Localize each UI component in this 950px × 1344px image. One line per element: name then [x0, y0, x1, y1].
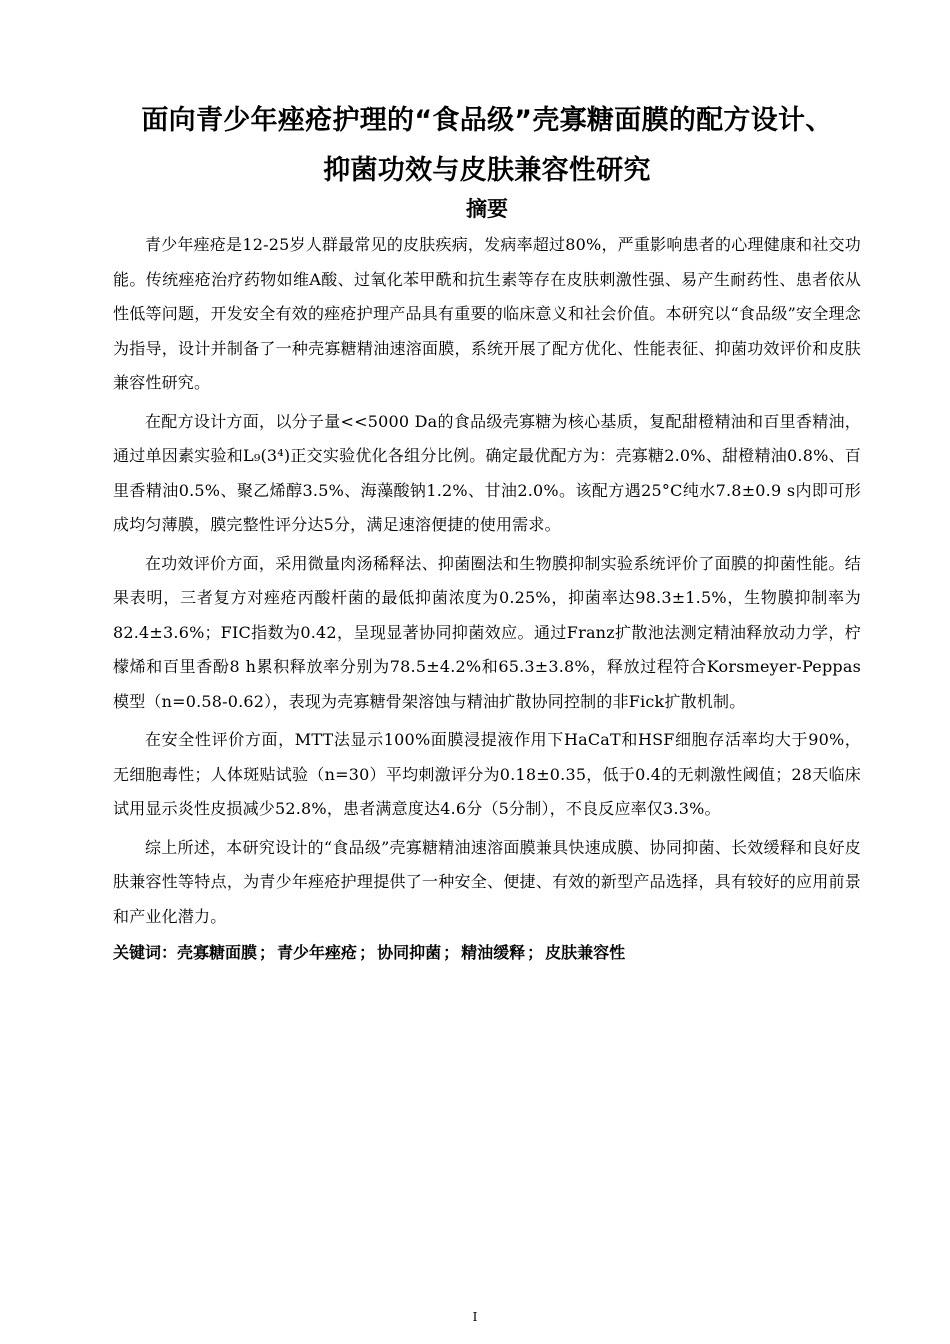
keyword: 协同抑菌	[377, 943, 442, 962]
title-line-2: 抑菌功效与皮肤兼容性研究	[323, 155, 651, 186]
keyword: 皮肤兼容性	[545, 943, 626, 962]
keyword: 青少年痤疮	[277, 943, 358, 962]
keywords-line: 关键词：壳寡糖面膜 ； 青少年痤疮 ； 协同抑菌 ； 精油缓释 ； 皮肤兼容性	[113, 943, 626, 962]
document-page	[113, 96, 861, 968]
abstract-heading: 摘要	[466, 197, 508, 221]
abstract-paragraph-1: 青少年痤疮是12-25岁人群最常见的皮肤疾病，发病率超过80%，严重影响患者的心理健康和社交功能。传统痤疮治疗药物如维A酸、过氧化苯甲酰和抗生素等存在皮肤刺激性强、易产生耐药性、患者依从性低等问题，开发安全有效的痤疮护理产品具有重要的临床意义和社会价值。本研究以“食品级”安全理念为指导，设计并制备了一种壳寡糖精油速溶面膜，系统开展了配方优化、性能表征、抑菌功效评价和皮肤兼容性研究。	[113, 235, 861, 392]
title-line-1: 面向青少年痤疮护理的“食品级”壳寡糖面膜的配方设计、	[141, 105, 833, 136]
keyword: 精油缓释	[461, 943, 526, 962]
page-number: I	[472, 1310, 478, 1324]
abstract-paragraph-4: 在安全性评价方面，MTT法显示100%面膜浸提液作用下HaCaT和HSF细胞存活率均大于90%，无细胞毒性；人体斑贴试验（n=30）平均刺激评分为0.18±0.35，低于0.4的无刺激性阈值；28天临床试用显示炎性皮损减少52.8%，患者满意度达4.6分（5分制），不良反应率仅3.3%。	[113, 730, 861, 818]
keywords-label: 关键词：	[113, 943, 178, 962]
abstract-paragraph-3: 在功效评价方面，采用微量肉汤稀释法、抑菌圈法和生物膜抑制实验系统评价了面膜的抑菌性能。结果表明，三者复方对痤疮丙酸杆菌的最低抑菌浓度为0.25%，抑菌率达98.3±1.5%，生物膜抑制率为82.4±3.6%；FIC指数为0.42，呈现显著协同抑菌效应。通过Franz扩散池法测定精油释放动力学，柠檬烯和百里香酚8 h累积释放率分别为78.5±4.2%和65.3±3.8%，释放过程符合Korsmeyer-Peppas模型（n=0.58-0.62），表现为壳寡糖骨架溶蚀与精油扩散协同控制的非Fick扩散机制。	[113, 553, 861, 711]
abstract-paragraph-2: 在配方设计方面，以分子量<<5000 Da的食品级壳寡糖为核心基质，复配甜橙精油和百里香精油，通过单因素实验和L₉(3⁴)正交实验优化各组分比例。确定最优配方为：壳寡糖2.0%、甜橙精油0.8%、百里香精油0.5%、聚乙烯醇3.5%、海藻酸钠1.2%、甘油2.0%。该配方遇25°C纯水7.8±0.9 s内即可形成均匀薄膜，膜完整性评分达5分，满足速溶便捷的使用需求。	[113, 411, 861, 534]
abstract-paragraph-5: 综上所述，本研究设计的“食品级”壳寡糖精油速溶面膜兼具快速成膜、协同抑菌、长效缓释和良好皮肤兼容性等特点，为青少年痤疮护理提供了一种安全、便捷、有效的新型产品选择，具有较好的应用前景和产业化潜力。	[113, 837, 861, 926]
keyword: 壳寡糖面膜	[177, 943, 258, 962]
paper-title	[113, 96, 861, 196]
